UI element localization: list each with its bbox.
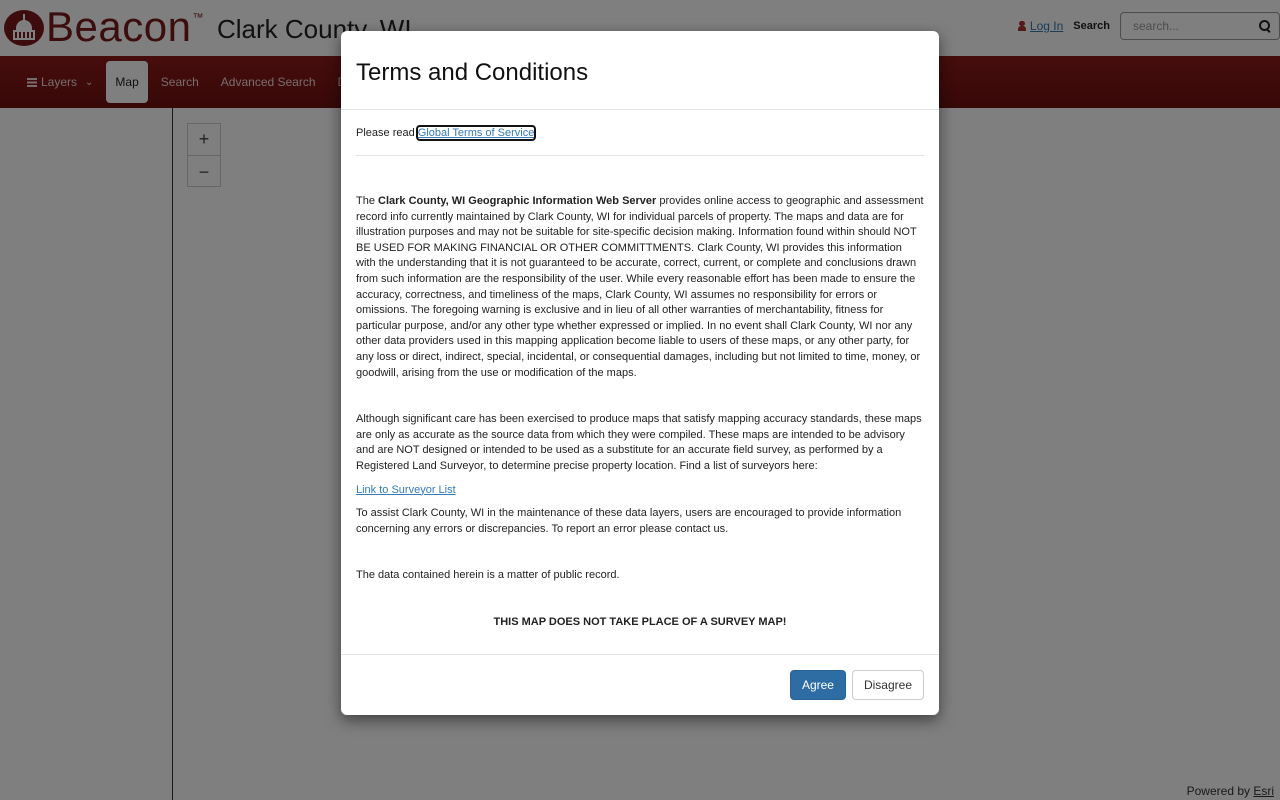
para1-rest: provides online access to geographic and assessment record info currently maintained by Clark County, WI for individual parcels of property. The maps and data are for illustration purposes and may not be suitable for site-specific decision making. Information found within should NOT BE USED FOR MAKING FINANCIAL OR OTHER COMMITTMENTS. Clark County, WI provides this information with the understanding that it is not guaranteed to be accurate, correct, current, or complete and conclusions drawn from such information are the responsibility of the user. While every reasonable effort has been made to ensure the accuracy, correctness, and timeliness of the maps, Clark County, WI assumes no responsibility for errors or omissions. The foregoing warning is exclusive and in lieu of all other warranties of merchantability, fitness for particular purpose, and/or any other type whether expressed or implied. In no event shall Clark County, WI nor any other data providers used in this mapping application become liable to users of these maps, or any other party, for any loss or direct, indirect, special, incidental, or consequential damages, including but not limited to time, money, or goodwill, arising from the use or modification of the maps. — [356, 195, 924, 379]
modal-body — [341, 110, 939, 630]
public-record-paragraph: The data contained herein is a matter of public record. — [356, 569, 620, 582]
disagree-button[interactable]: Disagree — [852, 670, 924, 700]
surveyor-list-link[interactable]: Link to Surveyor List — [356, 483, 456, 496]
disclaimer-paragraph — [356, 194, 924, 381]
para1-lead: The — [356, 195, 379, 207]
modal-footer — [341, 654, 939, 715]
accuracy-paragraph: Although significant care has been exercised to produce maps that satisfy mapping accuracy standards, these maps are only as accurate as the source data from which they were compiled. These maps are intended to be advisory and are NOT designed or intended to be used as a substitute for an accurate field survey, as performed by a Registered Land Surveyor, to determine precise property location. Find a list of surveyors here: — [356, 413, 922, 472]
survey-warning: THIS MAP DOES NOT TAKE PLACE OF A SURVEY MAP! — [493, 615, 787, 628]
terms-modal — [341, 31, 939, 715]
modal-title: Terms and Conditions — [356, 59, 589, 86]
please-read-text: Please read — [356, 127, 418, 139]
report-error-paragraph: To assist Clark County, WI in the maintenance of these data layers, users are encouraged to provide information concerning any errors or discrepancies. To report an error please contact us. — [356, 507, 902, 535]
para1-bold: Clark County, WI Geographic Information Web Server — [378, 195, 657, 207]
global-terms-link[interactable]: Global Terms of Service — [417, 127, 535, 139]
agree-button[interactable]: Agree — [790, 670, 846, 700]
modal-header — [341, 31, 939, 110]
surveyor-link-line — [356, 483, 924, 499]
please-read-line — [356, 110, 924, 156]
